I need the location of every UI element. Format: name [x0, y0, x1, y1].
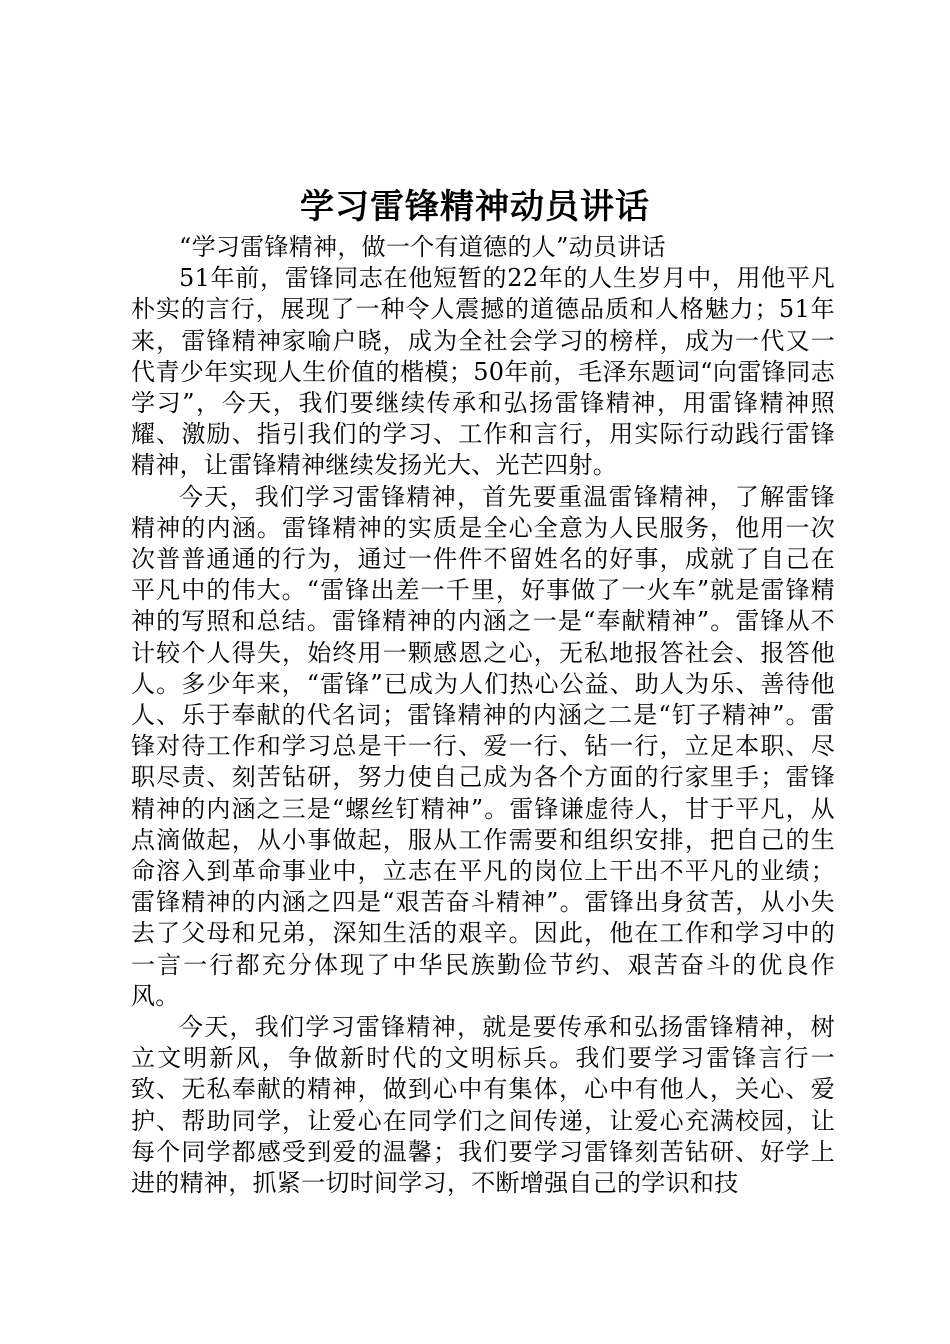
paragraph-1: 51年前，雷锋同志在他短暂的22年的人生岁月中，用他平凡朴实的言行，展现了一种令人震撼的道德品质和人格魅力；51年来，雷锋精神家喻户晓，成为全社会学习的榜样，成为一代又一代青少年实现人生价值的楷模；50年前，毛泽东题词“向雷锋同志学习”，今天，我们要继续传承和弘扬雷锋精神，用雷锋精神照耀、激励、指引我们的学习、工作和言行，用实际行动践行雷锋精神，让雷锋精神继续发扬光大、光芒四射。: [131, 264, 835, 480]
paragraph-2: 今天，我们学习雷锋精神，首先要重温雷锋精神，了解雷锋精神的内涵。雷锋精神的实质是全心全意为人民服务，他用一次次普普通通的行为，通过一件件不留姓名的好事，成就了自己在平凡中的伟大。“雷锋出差一千里，好事做了一火车”就是雷锋精神的写照和总结。雷锋精神的内涵之一是“奉献精神”。雷锋从不计较个人得失，始终用一颗感恩之心，无私地报答社会、报答他人。多少年来，“雷锋”已成为人们热心公益、助人为乐、善待他人、乐于奉献的代名词；雷锋精神的内涵之二是“钉子精神”。雷锋对待工作和学习总是干一行、爱一行、钻一行，立足本职、尽职尽责、刻苦钻研，努力使自己成为各个方面的行家里手；雷锋精神的内涵之三是“螺丝钉精神”。雷锋谦虚待人，甘于平凡，从点滴做起，从小事做起，服从工作需要和组织安排，把自己的生命溶入到革命事业中，立志在平凡的岗位上干出不平凡的业绩；雷锋精神的内涵之四是“艰苦奋斗精神”。雷锋出身贫苦，从小失去了父母和兄弟，深知生活的艰辛。因此，他在工作和学习中的一言一行都充分体现了中华民族勤俭节约、艰苦奋斗的优良作风。: [131, 482, 835, 1010]
paragraph-3: 今天，我们学习雷锋精神，就是要传承和弘扬雷锋精神，树立文明新风，争做新时代的文明标兵。我们要学习雷锋言行一致、无私奉献的精神，做到心中有集体，心中有他人，关心、爱护、帮助同学，让爱心在同学们之间传递，让爱心充满校园，让每个同学都感受到爱的温馨；我们要学习雷锋刻苦钻研、好学上进的精神，抓紧一切时间学习，不断增强自己的学识和技: [131, 1013, 835, 1198]
document-subtitle: “学习雷锋精神，做一个有道德的人”动员讲话: [179, 233, 666, 261]
document-body: [131, 232, 835, 1199]
document-title: 学习雷锋精神动员讲话: [300, 187, 650, 227]
